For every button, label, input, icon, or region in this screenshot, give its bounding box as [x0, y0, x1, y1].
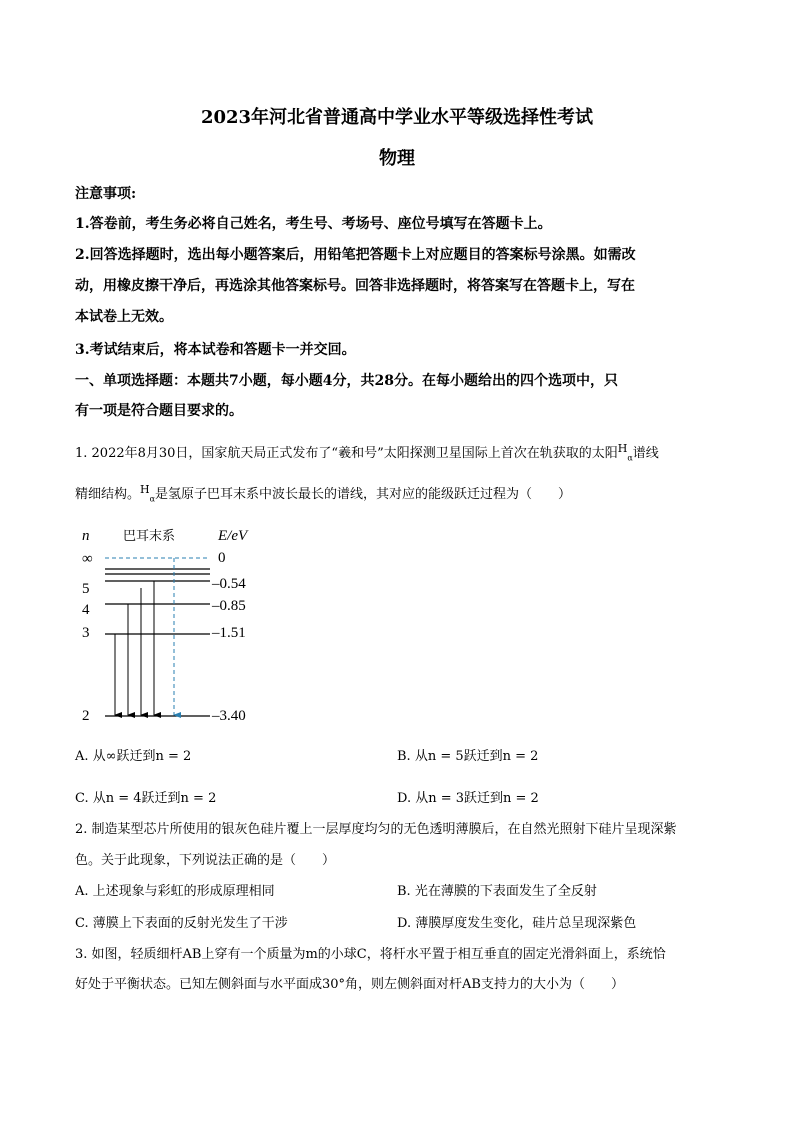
q1-option-d: D. 从n = 3跃迁到n = 2 — [397, 791, 539, 806]
notice-item-2-line-2: 动，用橡皮擦干净后，再选涂其他答案标号。回答非选择题时，将答案写在答题卡上，写在 — [75, 278, 635, 294]
notice-item-1: 1.答卷前，考生务必将自己姓名，考生号、考场号、座位号填写在答题卡上。 — [75, 216, 552, 232]
q3-line-1: 3. 如图，轻质细杆AB上穿有一个质量为m的小球C，将杆水平置于相互垂直的固定光滑斜面上，系统恰 — [75, 947, 666, 962]
q1-line-1-text: 1. 2022年8月30日，国家航天局正式发布了“羲和号”太阳探测卫星国际上首次在轨获取的太阳 — [75, 446, 618, 461]
level-2-n: 2 — [82, 708, 90, 724]
level-5-n: 5 — [82, 581, 90, 597]
level-4-n: 4 — [82, 602, 90, 618]
exam-title: 2023年河北省普通高中学业水平等级选择性考试 — [200, 107, 594, 128]
h-symbol: H — [140, 483, 150, 496]
h-alpha-symbol — [617, 442, 633, 463]
alpha-subscript: α — [149, 494, 156, 504]
q1-option-b: B. 从n = 5跃迁到n = 2 — [397, 749, 539, 764]
q3-line-2: 好处于平衡状态。已知左侧斜面与水平面成30°角，则左侧斜面对杆AB支持力的大小为（ ） — [75, 977, 624, 992]
q1-line-1 — [75, 442, 659, 463]
notice-heading: 注意事项: — [75, 186, 137, 202]
q1-option-a: A. 从∞跃迁到n = 2 — [75, 749, 192, 764]
balmer-series-label: 巴耳末系 — [123, 529, 176, 544]
alpha-subscript: α — [627, 453, 633, 463]
q1-line-1-end: 谱线 — [632, 446, 659, 461]
q1-line-2-text: 精细结构。 — [75, 487, 141, 502]
h-symbol: H — [617, 442, 628, 455]
notice-item-2-line-3: 本试卷上无效。 — [75, 309, 173, 325]
level-3-e: –1.51 — [212, 625, 246, 641]
energy-level-diagram — [70, 520, 300, 730]
section-1-line-1: 一、单项选择题：本题共7小题，每小题4分，共28分。在每小题给出的四个选项中，只 — [75, 373, 618, 389]
notice-item-2-line-1: 2.回答选择题时，选出每小题答案后，用铅笔把答题卡上对应题目的答案标号涂黑。如需改 — [75, 247, 636, 263]
energy-axis-label: E/eV — [218, 528, 248, 544]
level-4-e: –0.85 — [212, 598, 246, 614]
q1-line-2 — [75, 483, 571, 504]
level-3-n: 3 — [82, 625, 90, 641]
level-infinity-e: 0 — [218, 550, 226, 566]
notice-item-3: 3.考试结束后，将本试卷和答题卡一并交回。 — [75, 342, 356, 358]
q2-option-c: C. 薄膜上下表面的反射光发生了干涉 — [75, 916, 288, 931]
q1-line-2-end: 是氢原子巴耳末系中波长最长的谱线，其对应的能级跃迁过程为（ ） — [155, 487, 572, 502]
n-axis-label: n — [82, 528, 90, 544]
section-1-line-2: 有一项是符合题目要求的。 — [75, 403, 243, 419]
q2-line-2: 色。关于此现象，下列说法正确的是（ ） — [75, 853, 336, 868]
level-5-e: –0.54 — [212, 576, 246, 592]
q2-option-a: A. 上述现象与彩虹的形成原理相同 — [75, 884, 275, 899]
q2-option-b: B. 光在薄膜的下表面发生了全反射 — [397, 884, 597, 899]
level-2-e: –3.40 — [212, 708, 246, 724]
subject-title: 物理 — [379, 148, 415, 169]
level-infinity-n: ∞ — [82, 551, 93, 567]
q1-option-c: C. 从n = 4跃迁到n = 2 — [75, 791, 217, 806]
q2-option-d: D. 薄膜厚度发生变化，硅片总呈现深紫色 — [397, 916, 637, 931]
q2-line-1: 2. 制造某型芯片所使用的银灰色硅片覆上一层厚度均匀的无色透明薄膜后，在自然光照射下硅片呈现深紫 — [75, 822, 677, 837]
h-alpha-symbol-2 — [140, 483, 156, 504]
